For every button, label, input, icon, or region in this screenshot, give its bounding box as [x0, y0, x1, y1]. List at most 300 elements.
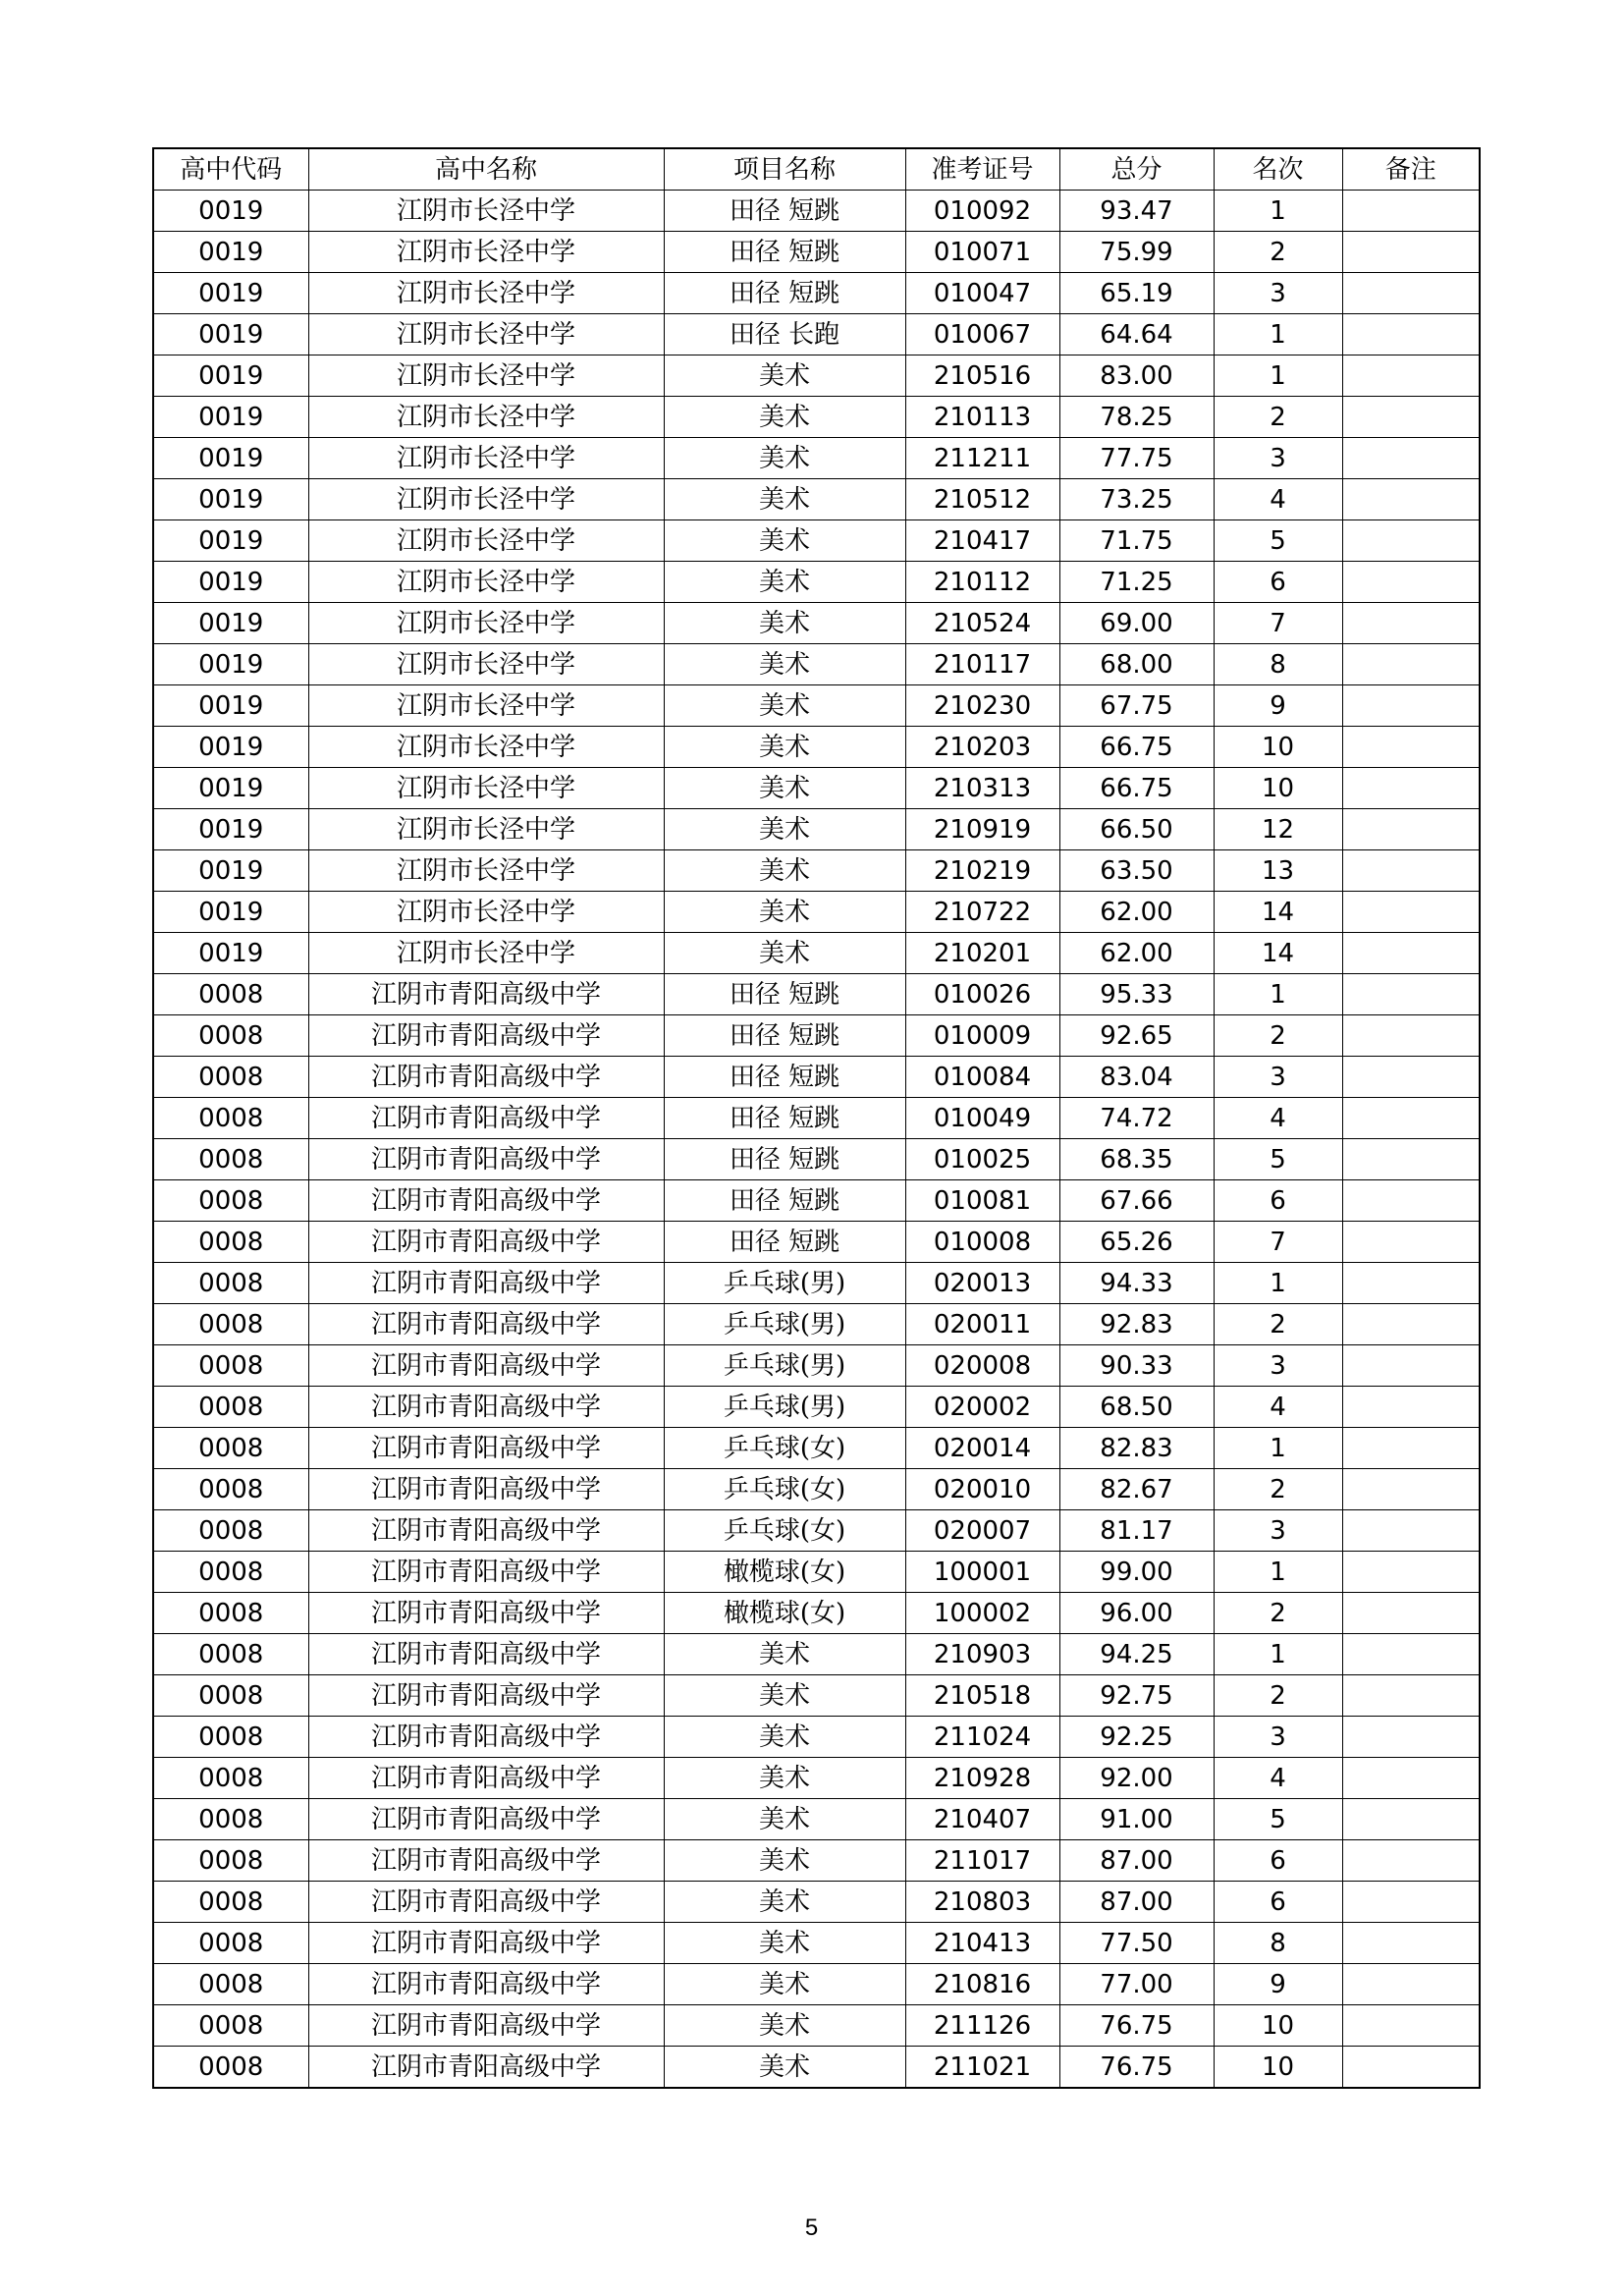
cell-school-name: 江阴市青阳高级中学	[308, 1057, 664, 1098]
cell-remarks	[1342, 1263, 1480, 1304]
cell-school-name: 江阴市长泾中学	[308, 603, 664, 644]
table-row	[153, 850, 1480, 892]
table-row	[153, 1057, 1480, 1098]
cell-exam-number: 210413	[905, 1923, 1059, 1964]
cell-exam-number: 020010	[905, 1469, 1059, 1510]
cell-event-name: 田径 长跑	[664, 314, 905, 355]
cell-event-name: 美术	[664, 397, 905, 438]
table-row	[153, 191, 1480, 232]
cell-remarks	[1342, 1552, 1480, 1593]
cell-school-code: 0008	[153, 1139, 308, 1180]
cell-event-name: 美术	[664, 1675, 905, 1717]
cell-exam-number: 010008	[905, 1222, 1059, 1263]
cell-event-name: 田径 短跳	[664, 273, 905, 314]
cell-school-code: 0019	[153, 892, 308, 933]
cell-school-code: 0019	[153, 232, 308, 273]
cell-remarks	[1342, 1015, 1480, 1057]
cell-remarks	[1342, 933, 1480, 974]
table-row	[153, 273, 1480, 314]
header-exam-number: 准考证号	[905, 148, 1059, 191]
cell-school-code: 0019	[153, 191, 308, 232]
cell-total-score: 66.75	[1059, 727, 1214, 768]
table-row	[153, 1758, 1480, 1799]
cell-remarks	[1342, 438, 1480, 479]
cell-exam-number: 210417	[905, 520, 1059, 562]
cell-event-name: 乒乓球(女)	[664, 1469, 905, 1510]
cell-school-code: 0008	[153, 1387, 308, 1428]
cell-exam-number: 210201	[905, 933, 1059, 974]
cell-exam-number: 100002	[905, 1593, 1059, 1634]
cell-rank: 7	[1214, 1222, 1342, 1263]
table-row	[153, 892, 1480, 933]
cell-school-name: 江阴市长泾中学	[308, 727, 664, 768]
cell-school-code: 0008	[153, 1840, 308, 1882]
cell-school-name: 江阴市青阳高级中学	[308, 1222, 664, 1263]
cell-event-name: 美术	[664, 603, 905, 644]
cell-exam-number: 010067	[905, 314, 1059, 355]
cell-event-name: 美术	[664, 727, 905, 768]
cell-exam-number: 210518	[905, 1675, 1059, 1717]
cell-remarks	[1342, 2047, 1480, 2089]
cell-rank: 4	[1214, 479, 1342, 520]
table-row	[153, 1840, 1480, 1882]
cell-remarks	[1342, 1057, 1480, 1098]
cell-remarks	[1342, 355, 1480, 397]
cell-school-name: 江阴市长泾中学	[308, 644, 664, 685]
cell-event-name: 橄榄球(女)	[664, 1552, 905, 1593]
cell-school-name: 江阴市长泾中学	[308, 562, 664, 603]
cell-exam-number: 210928	[905, 1758, 1059, 1799]
cell-school-name: 江阴市长泾中学	[308, 479, 664, 520]
cell-total-score: 67.66	[1059, 1180, 1214, 1222]
cell-school-code: 0019	[153, 397, 308, 438]
cell-total-score: 92.75	[1059, 1675, 1214, 1717]
cell-rank: 1	[1214, 1263, 1342, 1304]
cell-rank: 1	[1214, 1634, 1342, 1675]
results-table	[152, 147, 1481, 2089]
cell-total-score: 71.25	[1059, 562, 1214, 603]
cell-exam-number: 210203	[905, 727, 1059, 768]
cell-school-code: 0008	[153, 1263, 308, 1304]
cell-total-score: 69.00	[1059, 603, 1214, 644]
cell-total-score: 68.50	[1059, 1387, 1214, 1428]
cell-remarks	[1342, 685, 1480, 727]
cell-school-code: 0019	[153, 355, 308, 397]
cell-total-score: 91.00	[1059, 1799, 1214, 1840]
cell-school-name: 江阴市青阳高级中学	[308, 1552, 664, 1593]
cell-total-score: 77.00	[1059, 1964, 1214, 2005]
cell-school-code: 0019	[153, 685, 308, 727]
cell-remarks	[1342, 1923, 1480, 1964]
table-row	[153, 1015, 1480, 1057]
cell-rank: 6	[1214, 1840, 1342, 1882]
table-row	[153, 1675, 1480, 1717]
table-row	[153, 974, 1480, 1015]
cell-total-score: 92.83	[1059, 1304, 1214, 1345]
cell-rank: 3	[1214, 1510, 1342, 1552]
cell-remarks	[1342, 892, 1480, 933]
cell-rank: 3	[1214, 1345, 1342, 1387]
cell-rank: 14	[1214, 933, 1342, 974]
cell-remarks	[1342, 1634, 1480, 1675]
cell-remarks	[1342, 1717, 1480, 1758]
table-row	[153, 1304, 1480, 1345]
cell-exam-number: 010047	[905, 273, 1059, 314]
cell-rank: 1	[1214, 1428, 1342, 1469]
cell-remarks	[1342, 1098, 1480, 1139]
cell-school-name: 江阴市青阳高级中学	[308, 1923, 664, 1964]
cell-school-code: 0008	[153, 974, 308, 1015]
cell-school-code: 0008	[153, 1593, 308, 1634]
cell-total-score: 87.00	[1059, 1840, 1214, 1882]
cell-event-name: 美术	[664, 1882, 905, 1923]
table-body	[153, 191, 1480, 2089]
cell-event-name: 美术	[664, 809, 905, 850]
cell-exam-number: 210816	[905, 1964, 1059, 2005]
cell-school-code: 0008	[153, 1882, 308, 1923]
cell-school-name: 江阴市青阳高级中学	[308, 1387, 664, 1428]
table-row	[153, 438, 1480, 479]
cell-event-name: 田径 短跳	[664, 1180, 905, 1222]
cell-exam-number: 010084	[905, 1057, 1059, 1098]
cell-event-name: 美术	[664, 933, 905, 974]
table-row	[153, 685, 1480, 727]
cell-total-score: 68.00	[1059, 644, 1214, 685]
cell-total-score: 73.25	[1059, 479, 1214, 520]
cell-school-code: 0008	[153, 1469, 308, 1510]
cell-school-code: 0008	[153, 1428, 308, 1469]
cell-total-score: 99.00	[1059, 1552, 1214, 1593]
cell-total-score: 76.75	[1059, 2005, 1214, 2047]
header-rank: 名次	[1214, 148, 1342, 191]
cell-event-name: 乒乓球(女)	[664, 1510, 905, 1552]
cell-school-name: 江阴市长泾中学	[308, 520, 664, 562]
cell-exam-number: 210512	[905, 479, 1059, 520]
cell-remarks	[1342, 1882, 1480, 1923]
cell-rank: 2	[1214, 1304, 1342, 1345]
table-row	[153, 2005, 1480, 2047]
cell-school-code: 0019	[153, 314, 308, 355]
cell-rank: 8	[1214, 644, 1342, 685]
table-row	[153, 397, 1480, 438]
cell-total-score: 65.19	[1059, 273, 1214, 314]
table-row	[153, 232, 1480, 273]
cell-event-name: 美术	[664, 1634, 905, 1675]
cell-school-name: 江阴市长泾中学	[308, 850, 664, 892]
cell-total-score: 94.33	[1059, 1263, 1214, 1304]
cell-school-name: 江阴市青阳高级中学	[308, 2005, 664, 2047]
cell-total-score: 74.72	[1059, 1098, 1214, 1139]
cell-remarks	[1342, 397, 1480, 438]
cell-total-score: 66.50	[1059, 809, 1214, 850]
cell-school-name: 江阴市青阳高级中学	[308, 1882, 664, 1923]
cell-exam-number: 210219	[905, 850, 1059, 892]
cell-exam-number: 211021	[905, 2047, 1059, 2089]
cell-school-name: 江阴市青阳高级中学	[308, 1015, 664, 1057]
cell-exam-number: 210516	[905, 355, 1059, 397]
cell-total-score: 92.65	[1059, 1015, 1214, 1057]
cell-school-code: 0008	[153, 1222, 308, 1263]
cell-rank: 6	[1214, 1180, 1342, 1222]
cell-exam-number: 210230	[905, 685, 1059, 727]
cell-total-score: 71.75	[1059, 520, 1214, 562]
cell-exam-number: 020007	[905, 1510, 1059, 1552]
cell-total-score: 82.67	[1059, 1469, 1214, 1510]
cell-rank: 4	[1214, 1758, 1342, 1799]
cell-school-name: 江阴市长泾中学	[308, 397, 664, 438]
cell-rank: 1	[1214, 314, 1342, 355]
table-row	[153, 1923, 1480, 1964]
cell-school-code: 0008	[153, 1552, 308, 1593]
cell-exam-number: 020002	[905, 1387, 1059, 1428]
cell-event-name: 田径 短跳	[664, 232, 905, 273]
cell-event-name: 美术	[664, 1964, 905, 2005]
cell-event-name: 田径 短跳	[664, 1222, 905, 1263]
cell-rank: 5	[1214, 520, 1342, 562]
cell-remarks	[1342, 191, 1480, 232]
cell-event-name: 美术	[664, 2005, 905, 2047]
cell-school-name: 江阴市青阳高级中学	[308, 1469, 664, 1510]
cell-school-code: 0019	[153, 850, 308, 892]
cell-total-score: 87.00	[1059, 1882, 1214, 1923]
cell-school-name: 江阴市青阳高级中学	[308, 1180, 664, 1222]
cell-event-name: 美术	[664, 685, 905, 727]
cell-remarks	[1342, 974, 1480, 1015]
cell-rank: 14	[1214, 892, 1342, 933]
cell-total-score: 68.35	[1059, 1139, 1214, 1180]
cell-school-name: 江阴市青阳高级中学	[308, 1263, 664, 1304]
table-row	[153, 603, 1480, 644]
cell-school-code: 0008	[153, 1799, 308, 1840]
cell-event-name: 美术	[664, 768, 905, 809]
cell-school-code: 0008	[153, 1015, 308, 1057]
cell-rank: 5	[1214, 1139, 1342, 1180]
cell-school-name: 江阴市青阳高级中学	[308, 1345, 664, 1387]
cell-school-code: 0019	[153, 809, 308, 850]
cell-school-name: 江阴市青阳高级中学	[308, 1593, 664, 1634]
cell-total-score: 77.50	[1059, 1923, 1214, 1964]
cell-school-code: 0008	[153, 1717, 308, 1758]
table-row	[153, 1634, 1480, 1675]
cell-event-name: 美术	[664, 1840, 905, 1882]
cell-remarks	[1342, 562, 1480, 603]
cell-exam-number: 211017	[905, 1840, 1059, 1882]
cell-exam-number: 020011	[905, 1304, 1059, 1345]
cell-rank: 7	[1214, 603, 1342, 644]
cell-rank: 2	[1214, 1469, 1342, 1510]
cell-event-name: 美术	[664, 644, 905, 685]
cell-exam-number: 211024	[905, 1717, 1059, 1758]
cell-total-score: 81.17	[1059, 1510, 1214, 1552]
cell-exam-number: 010009	[905, 1015, 1059, 1057]
cell-rank: 6	[1214, 1882, 1342, 1923]
cell-rank: 10	[1214, 2005, 1342, 2047]
cell-school-name: 江阴市长泾中学	[308, 232, 664, 273]
cell-event-name: 美术	[664, 1923, 905, 1964]
cell-school-name: 江阴市长泾中学	[308, 273, 664, 314]
cell-total-score: 90.33	[1059, 1345, 1214, 1387]
cell-event-name: 美术	[664, 562, 905, 603]
cell-exam-number: 010025	[905, 1139, 1059, 1180]
cell-total-score: 93.47	[1059, 191, 1214, 232]
cell-total-score: 62.00	[1059, 892, 1214, 933]
cell-school-name: 江阴市青阳高级中学	[308, 1799, 664, 1840]
table-row	[153, 1964, 1480, 2005]
cell-exam-number: 210722	[905, 892, 1059, 933]
cell-exam-number: 210113	[905, 397, 1059, 438]
cell-school-name: 江阴市长泾中学	[308, 355, 664, 397]
cell-remarks	[1342, 768, 1480, 809]
cell-event-name: 橄榄球(女)	[664, 1593, 905, 1634]
cell-total-score: 63.50	[1059, 850, 1214, 892]
cell-remarks	[1342, 1304, 1480, 1345]
cell-total-score: 96.00	[1059, 1593, 1214, 1634]
cell-total-score: 92.00	[1059, 1758, 1214, 1799]
cell-exam-number: 210117	[905, 644, 1059, 685]
table-row	[153, 933, 1480, 974]
cell-remarks	[1342, 1510, 1480, 1552]
cell-total-score: 67.75	[1059, 685, 1214, 727]
header-total-score: 总分	[1059, 148, 1214, 191]
cell-remarks	[1342, 1964, 1480, 2005]
cell-school-code: 0019	[153, 603, 308, 644]
cell-school-code: 0019	[153, 520, 308, 562]
cell-event-name: 乒乓球(男)	[664, 1387, 905, 1428]
cell-total-score: 65.26	[1059, 1222, 1214, 1263]
cell-school-code: 0019	[153, 933, 308, 974]
cell-school-name: 江阴市青阳高级中学	[308, 1139, 664, 1180]
cell-total-score: 76.75	[1059, 2047, 1214, 2089]
cell-exam-number: 010081	[905, 1180, 1059, 1222]
cell-event-name: 美术	[664, 355, 905, 397]
cell-event-name: 田径 短跳	[664, 974, 905, 1015]
cell-exam-number: 010026	[905, 974, 1059, 1015]
cell-school-name: 江阴市长泾中学	[308, 685, 664, 727]
cell-rank: 9	[1214, 685, 1342, 727]
cell-school-code: 0008	[153, 1510, 308, 1552]
cell-school-name: 江阴市长泾中学	[308, 892, 664, 933]
cell-school-code: 0008	[153, 1304, 308, 1345]
table-row	[153, 1717, 1480, 1758]
cell-school-code: 0008	[153, 2005, 308, 2047]
cell-rank: 1	[1214, 191, 1342, 232]
cell-remarks	[1342, 727, 1480, 768]
cell-rank: 2	[1214, 1015, 1342, 1057]
cell-rank: 5	[1214, 1799, 1342, 1840]
cell-school-name: 江阴市长泾中学	[308, 191, 664, 232]
cell-school-code: 0019	[153, 479, 308, 520]
cell-school-code: 0008	[153, 1180, 308, 1222]
cell-event-name: 田径 短跳	[664, 1015, 905, 1057]
header-event-name: 项目名称	[664, 148, 905, 191]
cell-rank: 9	[1214, 1964, 1342, 2005]
cell-remarks	[1342, 2005, 1480, 2047]
table-row	[153, 809, 1480, 850]
table-row	[153, 1593, 1480, 1634]
cell-rank: 2	[1214, 232, 1342, 273]
cell-school-name: 江阴市青阳高级中学	[308, 1634, 664, 1675]
cell-exam-number: 100001	[905, 1552, 1059, 1593]
header-school-code: 高中代码	[153, 148, 308, 191]
table-row	[153, 1180, 1480, 1222]
cell-school-name: 江阴市长泾中学	[308, 314, 664, 355]
cell-event-name: 美术	[664, 438, 905, 479]
cell-remarks	[1342, 1840, 1480, 1882]
cell-exam-number: 210524	[905, 603, 1059, 644]
cell-rank: 3	[1214, 1717, 1342, 1758]
cell-remarks	[1342, 1593, 1480, 1634]
cell-rank: 1	[1214, 1552, 1342, 1593]
cell-school-code: 0019	[153, 562, 308, 603]
cell-exam-number: 020008	[905, 1345, 1059, 1387]
cell-school-name: 江阴市青阳高级中学	[308, 1428, 664, 1469]
cell-event-name: 乒乓球(男)	[664, 1263, 905, 1304]
cell-event-name: 乒乓球(男)	[664, 1345, 905, 1387]
cell-school-name: 江阴市长泾中学	[308, 933, 664, 974]
cell-event-name: 美术	[664, 1758, 905, 1799]
cell-rank: 1	[1214, 355, 1342, 397]
table-row	[153, 1139, 1480, 1180]
cell-remarks	[1342, 1222, 1480, 1263]
cell-rank: 2	[1214, 1593, 1342, 1634]
cell-school-name: 江阴市青阳高级中学	[308, 1840, 664, 1882]
cell-school-code: 0008	[153, 1057, 308, 1098]
cell-rank: 13	[1214, 850, 1342, 892]
table-row	[153, 1428, 1480, 1469]
cell-total-score: 83.04	[1059, 1057, 1214, 1098]
cell-remarks	[1342, 232, 1480, 273]
cell-event-name: 美术	[664, 1717, 905, 1758]
cell-remarks	[1342, 1799, 1480, 1840]
cell-remarks	[1342, 1139, 1480, 1180]
cell-school-name: 江阴市长泾中学	[308, 438, 664, 479]
cell-total-score: 95.33	[1059, 974, 1214, 1015]
cell-school-name: 江阴市青阳高级中学	[308, 1675, 664, 1717]
cell-rank: 12	[1214, 809, 1342, 850]
header-remarks: 备注	[1342, 148, 1480, 191]
table-row	[153, 1345, 1480, 1387]
table-row	[153, 2047, 1480, 2089]
cell-rank: 2	[1214, 397, 1342, 438]
table-row	[153, 1552, 1480, 1593]
cell-rank: 10	[1214, 2047, 1342, 2089]
table-row	[153, 1222, 1480, 1263]
cell-total-score: 78.25	[1059, 397, 1214, 438]
cell-exam-number: 210903	[905, 1634, 1059, 1675]
cell-remarks	[1342, 1428, 1480, 1469]
cell-rank: 2	[1214, 1675, 1342, 1717]
cell-total-score: 94.25	[1059, 1634, 1214, 1675]
cell-exam-number: 010049	[905, 1098, 1059, 1139]
cell-event-name: 美术	[664, 2047, 905, 2089]
table-row	[153, 1469, 1480, 1510]
table-row	[153, 727, 1480, 768]
cell-exam-number: 020014	[905, 1428, 1059, 1469]
cell-school-name: 江阴市青阳高级中学	[308, 1717, 664, 1758]
cell-school-code: 0008	[153, 1675, 308, 1717]
table-row	[153, 479, 1480, 520]
table-row	[153, 1098, 1480, 1139]
cell-remarks	[1342, 479, 1480, 520]
cell-event-name: 田径 短跳	[664, 191, 905, 232]
cell-total-score: 64.64	[1059, 314, 1214, 355]
cell-event-name: 田径 短跳	[664, 1098, 905, 1139]
cell-school-name: 江阴市青阳高级中学	[308, 1964, 664, 2005]
header-row	[153, 148, 1480, 191]
table-row	[153, 768, 1480, 809]
cell-school-code: 0008	[153, 1923, 308, 1964]
table-row	[153, 1510, 1480, 1552]
